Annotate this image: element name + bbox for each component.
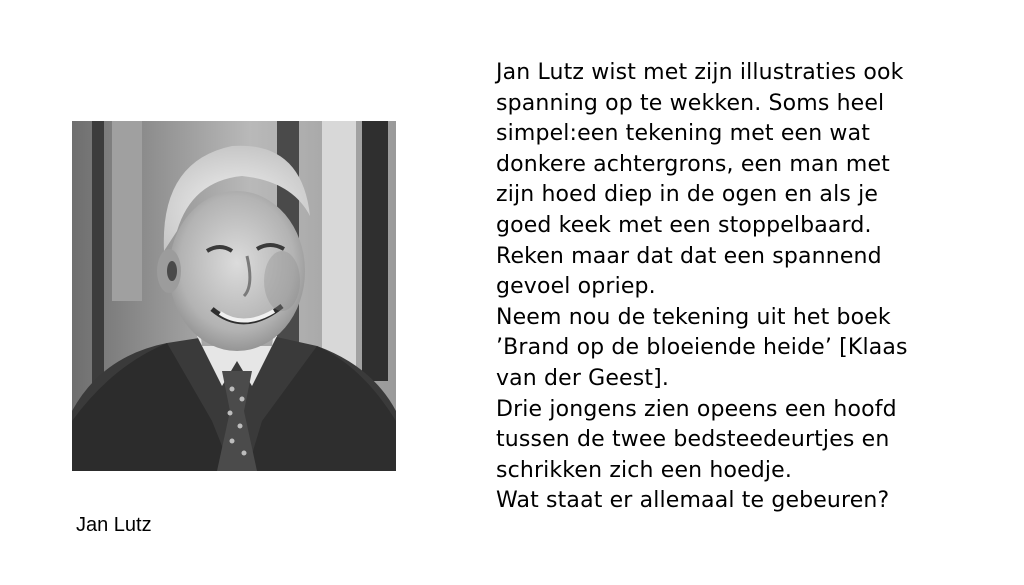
- text-line: Reken maar dat dat een spannend: [496, 243, 882, 269]
- text-line: tussen de twee bedsteedeurtjes en: [496, 427, 890, 453]
- portrait-image: [72, 121, 396, 471]
- photo-caption: Jan Lutz: [76, 514, 152, 536]
- text-line: goed keek met een stoppelbaard.: [496, 212, 872, 238]
- text-line: spanning op te wekken. Soms heel: [496, 90, 885, 116]
- text-line: Drie jongens zien opeens een hoofd: [496, 396, 897, 422]
- text-line: simpel:een tekening met een wat: [496, 121, 870, 147]
- text-line: gevoel opriep.: [496, 274, 656, 300]
- text-line: zijn hoed diep in de ogen en als je: [496, 182, 879, 208]
- text-line: ’Brand op de bloeiende heide’ [Klaas: [496, 335, 908, 361]
- text-line: van der Geest].: [496, 365, 670, 391]
- text-line: Neem nou de tekening uit het boek: [496, 304, 891, 330]
- text-line: Jan Lutz wist met zijn illustraties ook: [496, 60, 904, 85]
- portrait-photo: [72, 121, 396, 471]
- body-text: [496, 58, 996, 517]
- text-line: donkere achtergrons, een man met: [496, 151, 890, 177]
- text-line: schrikken zich een hoedje.: [496, 457, 792, 483]
- text-line: Wat staat er allemaal te gebeuren?: [496, 488, 890, 514]
